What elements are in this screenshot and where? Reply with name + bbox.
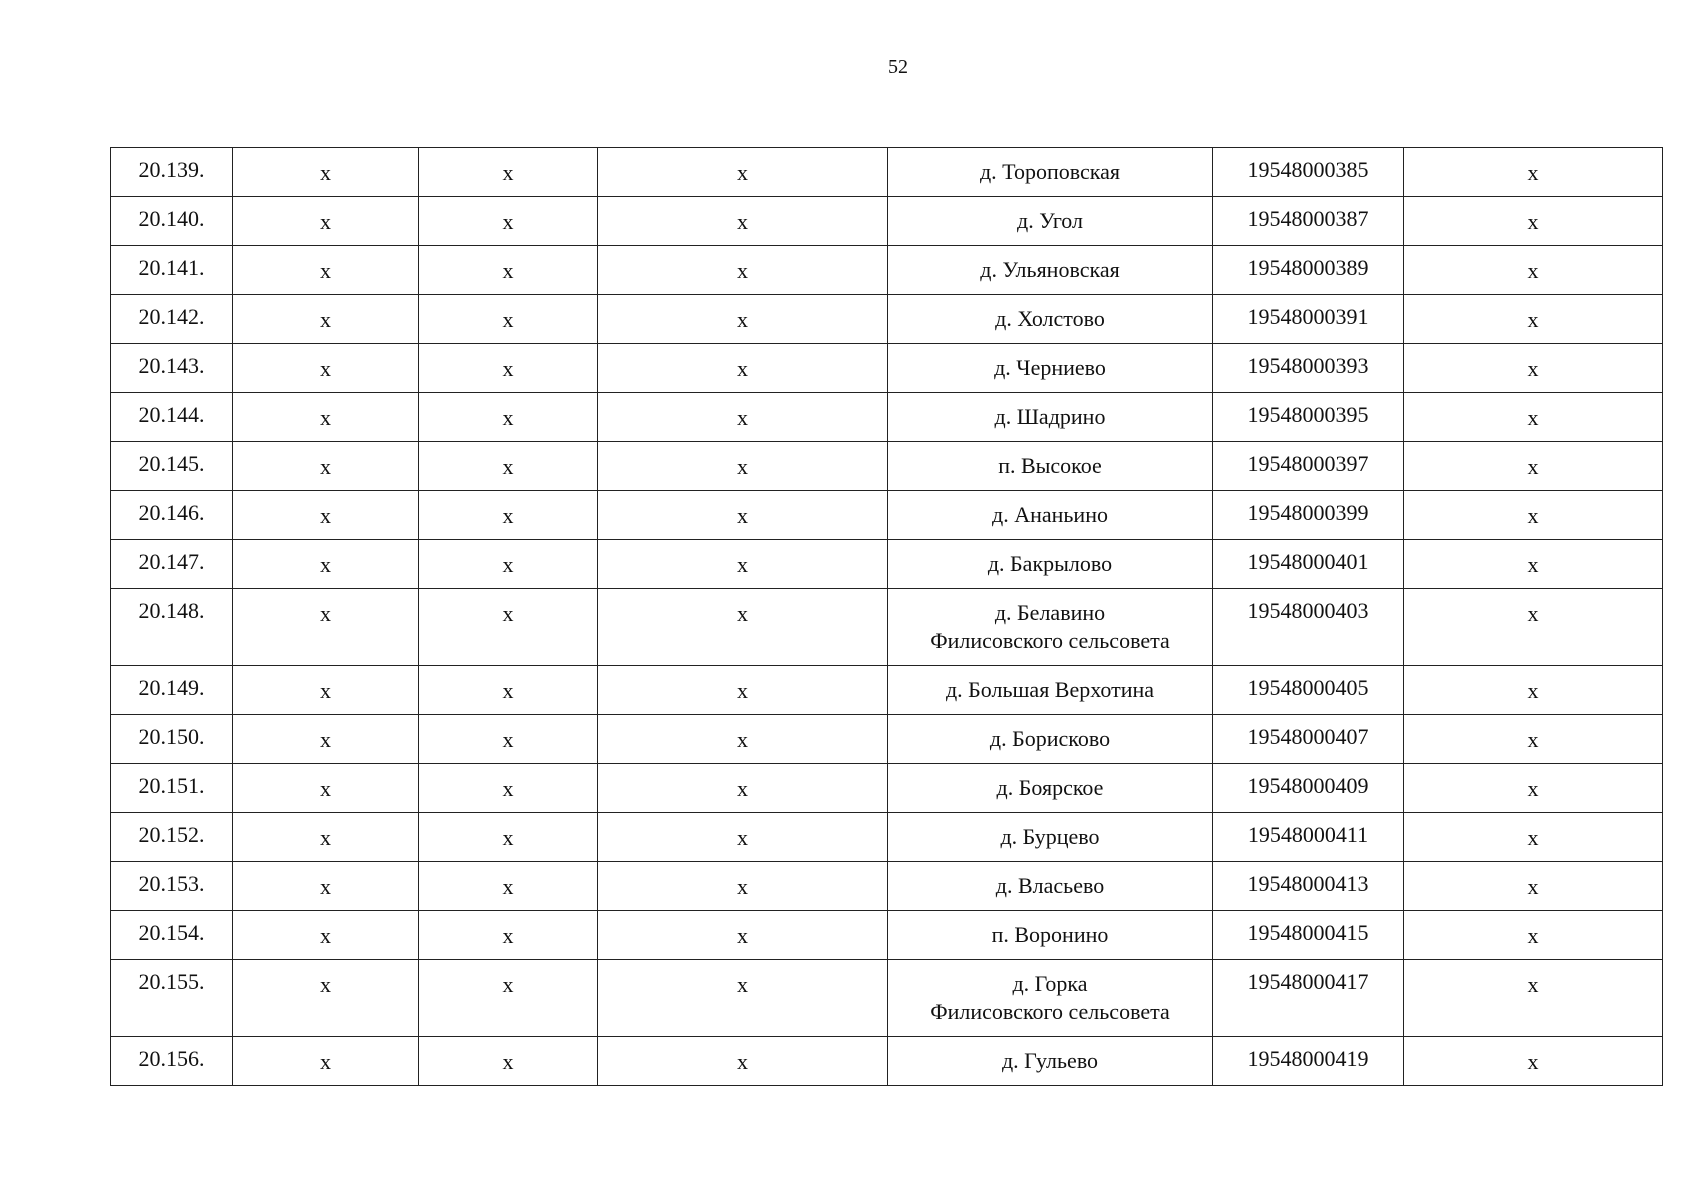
settlement-name-cell	[888, 960, 1213, 1037]
table-row	[111, 540, 1663, 589]
row-number-cell: 20.146.	[111, 491, 233, 540]
settlement-name: д. Горка	[1012, 971, 1088, 996]
settlement-subtitle: Филисовского сельсовета	[930, 999, 1170, 1024]
settlement-name: д. Боярское	[996, 775, 1104, 800]
settlement-name: д. Тороповская	[979, 159, 1120, 184]
table-row	[111, 246, 1663, 295]
row-number-cell: 20.149.	[111, 666, 233, 715]
placeholder-cell: x	[598, 960, 888, 1037]
placeholder-cell: x	[598, 442, 888, 491]
placeholder-cell: x	[1404, 295, 1663, 344]
settlement-name: д. Холстово	[995, 306, 1105, 331]
placeholder-cell: x	[419, 344, 598, 393]
placeholder-cell: x	[419, 491, 598, 540]
code-cell: 19548000415	[1213, 911, 1404, 960]
placeholder-cell: x	[598, 764, 888, 813]
row-number-cell: 20.140.	[111, 197, 233, 246]
code-cell: 19548000411	[1213, 813, 1404, 862]
row-number-cell: 20.143.	[111, 344, 233, 393]
code-cell: 19548000419	[1213, 1037, 1404, 1086]
placeholder-cell: x	[419, 862, 598, 911]
placeholder-cell: x	[1404, 715, 1663, 764]
table-row	[111, 295, 1663, 344]
row-number-cell: 20.151.	[111, 764, 233, 813]
code-cell: 19548000389	[1213, 246, 1404, 295]
placeholder-cell: x	[598, 813, 888, 862]
settlement-subtitle: Филисовского сельсовета	[930, 628, 1170, 653]
placeholder-cell: x	[598, 715, 888, 764]
row-number-cell: 20.147.	[111, 540, 233, 589]
placeholder-cell: x	[419, 1037, 598, 1086]
row-number-cell: 20.153.	[111, 862, 233, 911]
placeholder-cell: x	[233, 1037, 419, 1086]
table-row	[111, 715, 1663, 764]
placeholder-cell: x	[233, 197, 419, 246]
table-row	[111, 960, 1663, 1037]
code-cell: 19548000409	[1213, 764, 1404, 813]
placeholder-cell: x	[1404, 862, 1663, 911]
placeholder-cell: x	[598, 1037, 888, 1086]
placeholder-cell: x	[233, 862, 419, 911]
settlement-name-cell	[888, 148, 1213, 197]
row-number-cell: 20.139.	[111, 148, 233, 197]
table-row	[111, 491, 1663, 540]
placeholder-cell: x	[419, 666, 598, 715]
table-row	[111, 589, 1663, 666]
code-cell: 19548000391	[1213, 295, 1404, 344]
code-cell: 19548000407	[1213, 715, 1404, 764]
placeholder-cell: x	[419, 813, 598, 862]
placeholder-cell: x	[419, 197, 598, 246]
placeholder-cell: x	[233, 540, 419, 589]
placeholder-cell: x	[233, 589, 419, 666]
placeholder-cell: x	[598, 246, 888, 295]
settlement-name-cell	[888, 491, 1213, 540]
placeholder-cell: x	[419, 540, 598, 589]
code-cell: 19548000405	[1213, 666, 1404, 715]
settlement-name-cell	[888, 246, 1213, 295]
settlement-name-cell	[888, 295, 1213, 344]
code-cell: 19548000399	[1213, 491, 1404, 540]
placeholder-cell: x	[233, 148, 419, 197]
row-number-cell: 20.142.	[111, 295, 233, 344]
placeholder-cell: x	[233, 911, 419, 960]
table-row	[111, 344, 1663, 393]
placeholder-cell: x	[233, 764, 419, 813]
placeholder-cell: x	[419, 148, 598, 197]
placeholder-cell: x	[1404, 589, 1663, 666]
placeholder-cell: x	[233, 813, 419, 862]
table-row	[111, 393, 1663, 442]
placeholder-cell: x	[1404, 764, 1663, 813]
table-body	[111, 148, 1663, 1086]
row-number-cell: 20.141.	[111, 246, 233, 295]
code-cell: 19548000393	[1213, 344, 1404, 393]
settlement-name-cell	[888, 442, 1213, 491]
placeholder-cell: x	[419, 911, 598, 960]
placeholder-cell: x	[233, 246, 419, 295]
code-cell: 19548000397	[1213, 442, 1404, 491]
code-cell: 19548000401	[1213, 540, 1404, 589]
settlement-name-cell	[888, 813, 1213, 862]
settlement-name: д. Власьево	[995, 873, 1105, 898]
placeholder-cell: x	[598, 295, 888, 344]
settlement-name-cell	[888, 540, 1213, 589]
table-row	[111, 666, 1663, 715]
table-row	[111, 148, 1663, 197]
settlement-name-cell	[888, 393, 1213, 442]
placeholder-cell: x	[1404, 197, 1663, 246]
settlement-name-cell	[888, 911, 1213, 960]
placeholder-cell: x	[598, 862, 888, 911]
settlement-name-cell	[888, 344, 1213, 393]
code-cell: 19548000403	[1213, 589, 1404, 666]
row-number-cell: 20.156.	[111, 1037, 233, 1086]
settlement-name: д. Борисково	[989, 726, 1111, 751]
placeholder-cell: x	[419, 246, 598, 295]
settlement-name: п. Высокое	[998, 453, 1102, 478]
table-row	[111, 911, 1663, 960]
table-row	[111, 1037, 1663, 1086]
settlement-name: д. Ананьино	[992, 502, 1108, 527]
settlement-name: д. Черниево	[994, 355, 1106, 380]
table-row	[111, 862, 1663, 911]
placeholder-cell: x	[598, 666, 888, 715]
settlement-name: д. Бурцево	[1000, 824, 1100, 849]
placeholder-cell: x	[1404, 491, 1663, 540]
placeholder-cell: x	[598, 589, 888, 666]
code-cell: 19548000417	[1213, 960, 1404, 1037]
placeholder-cell: x	[598, 393, 888, 442]
placeholder-cell: x	[419, 393, 598, 442]
placeholder-cell: x	[598, 911, 888, 960]
code-cell: 19548000413	[1213, 862, 1404, 911]
placeholder-cell: x	[419, 764, 598, 813]
placeholder-cell: x	[419, 715, 598, 764]
placeholder-cell: x	[598, 197, 888, 246]
code-cell: 19548000395	[1213, 393, 1404, 442]
row-number-cell: 20.148.	[111, 589, 233, 666]
placeholder-cell: x	[233, 491, 419, 540]
settlement-name: д. Гульево	[1001, 1048, 1099, 1073]
settlement-name-cell	[888, 764, 1213, 813]
row-number-cell: 20.144.	[111, 393, 233, 442]
code-cell: 19548000387	[1213, 197, 1404, 246]
page-number: 52	[888, 56, 908, 78]
placeholder-cell: x	[233, 442, 419, 491]
settlement-name-cell	[888, 589, 1213, 666]
placeholder-cell: x	[598, 148, 888, 197]
placeholder-cell: x	[419, 295, 598, 344]
placeholder-cell: x	[233, 295, 419, 344]
settlement-name: д. Шадрино	[994, 404, 1106, 429]
settlement-name: п. Воронино	[991, 922, 1109, 947]
placeholder-cell: x	[419, 589, 598, 666]
settlement-name-cell	[888, 715, 1213, 764]
table-row	[111, 764, 1663, 813]
registry-table	[110, 147, 1663, 1086]
settlement-name: д. Угол	[1017, 208, 1083, 233]
placeholder-cell: x	[419, 960, 598, 1037]
row-number-cell: 20.145.	[111, 442, 233, 491]
settlement-name: д. Ульяновская	[980, 257, 1120, 282]
placeholder-cell: x	[1404, 344, 1663, 393]
placeholder-cell: x	[419, 442, 598, 491]
table-row	[111, 813, 1663, 862]
placeholder-cell: x	[1404, 540, 1663, 589]
placeholder-cell: x	[233, 715, 419, 764]
placeholder-cell: x	[598, 344, 888, 393]
placeholder-cell: x	[598, 491, 888, 540]
row-number-cell: 20.152.	[111, 813, 233, 862]
placeholder-cell: x	[1404, 1037, 1663, 1086]
table-row	[111, 442, 1663, 491]
settlement-name: д. Большая Верхотина	[945, 677, 1155, 702]
placeholder-cell: x	[1404, 148, 1663, 197]
settlement-name-cell	[888, 197, 1213, 246]
settlement-name: д. Бакрылово	[987, 551, 1113, 576]
settlement-name-cell	[888, 666, 1213, 715]
placeholder-cell: x	[1404, 960, 1663, 1037]
settlement-name-cell	[888, 1037, 1213, 1086]
placeholder-cell: x	[1404, 393, 1663, 442]
row-number-cell: 20.154.	[111, 911, 233, 960]
settlement-name-cell	[888, 862, 1213, 911]
settlement-name: д. Белавино	[994, 600, 1106, 625]
code-cell: 19548000385	[1213, 148, 1404, 197]
placeholder-cell: x	[233, 344, 419, 393]
placeholder-cell: x	[1404, 911, 1663, 960]
placeholder-cell: x	[1404, 666, 1663, 715]
placeholder-cell: x	[233, 393, 419, 442]
placeholder-cell: x	[598, 540, 888, 589]
table-row	[111, 197, 1663, 246]
placeholder-cell: x	[233, 960, 419, 1037]
placeholder-cell: x	[1404, 813, 1663, 862]
placeholder-cell: x	[1404, 442, 1663, 491]
row-number-cell: 20.150.	[111, 715, 233, 764]
row-number-cell: 20.155.	[111, 960, 233, 1037]
placeholder-cell: x	[233, 666, 419, 715]
placeholder-cell: x	[1404, 246, 1663, 295]
